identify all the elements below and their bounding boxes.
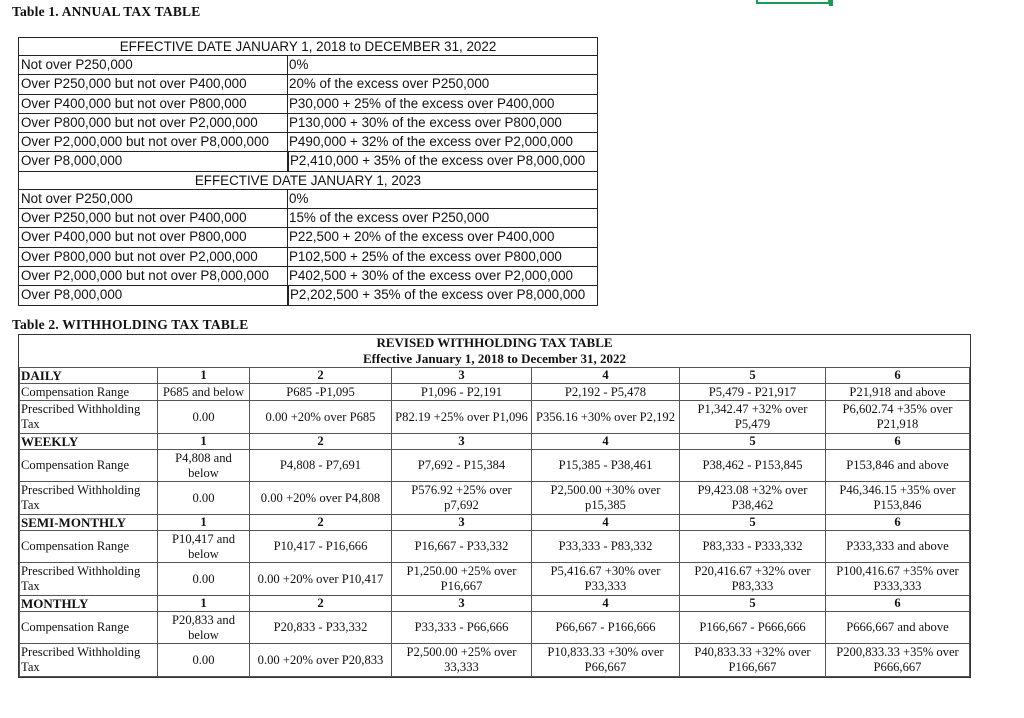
- bracket-number: 6: [826, 596, 970, 612]
- withholding-table-title: REVISED WITHHOLDING TAX TABLE: [376, 335, 613, 350]
- withholding-tax-label: Prescribed Withholding Tax: [20, 644, 158, 677]
- period-header-row: [20, 515, 970, 531]
- period-name: MONTHLY: [20, 596, 158, 612]
- annual-row: [19, 190, 597, 209]
- compensation-range-value: P10,417 and below: [158, 531, 250, 563]
- withholding-tax-label: Prescribed Withholding Tax: [20, 482, 158, 515]
- withholding-tax-row: [20, 401, 970, 434]
- top-right-mark-tick: [829, 0, 833, 6]
- bracket-number: 3: [392, 515, 532, 531]
- withholding-tax-value: 0.00: [158, 563, 250, 596]
- annual-row: [19, 133, 597, 152]
- compensation-range-row: [20, 450, 970, 482]
- bracket-number: 2: [250, 515, 392, 531]
- compensation-range-value: P20,833 - P33,332: [250, 612, 392, 644]
- compensation-range-label: Compensation Range: [20, 531, 158, 563]
- withholding-tax-value: P356.16 +30% over P2,192: [532, 401, 680, 434]
- bracket-number: 1: [158, 515, 250, 531]
- annual-section-1: [19, 172, 597, 305]
- withholding-tax-value: P9,423.08 +32% over P38,462: [680, 482, 826, 515]
- compensation-range-value: P2,192 - P5,478: [532, 384, 680, 401]
- compensation-range-value: P16,667 - P33,332: [392, 531, 532, 563]
- compensation-range-value: P33,333 - P83,332: [532, 531, 680, 563]
- bracket-number: 6: [826, 434, 970, 450]
- period-header-row: [20, 596, 970, 612]
- bracket-number: 5: [680, 515, 826, 531]
- compensation-range-value: P4,808 - P7,691: [250, 450, 392, 482]
- withholding-tax-row: [20, 644, 970, 677]
- bracket-number: 4: [532, 515, 680, 531]
- income-bracket: Over P800,000 but not over P2,000,000: [19, 248, 288, 266]
- period-name: DAILY: [20, 368, 158, 384]
- withholding-tax-label: Prescribed Withholding Tax: [20, 401, 158, 434]
- tax-rate: 15% of the excess over P250,000: [289, 210, 490, 226]
- withholding-tax-value: P200,833.33 +35% over P666,667: [826, 644, 970, 677]
- annual-section-header: EFFECTIVE DATE JANUARY 1, 2023: [19, 172, 597, 190]
- withholding-tax-value: P1,250.00 +25% over P16,667: [392, 563, 532, 596]
- tax-rate: P22,500 + 20% of the excess over P400,000: [289, 229, 555, 245]
- bracket-number: 1: [158, 596, 250, 612]
- bracket-number: 3: [392, 434, 532, 450]
- bracket-number: 5: [680, 596, 826, 612]
- compensation-range-value: P7,692 - P15,384: [392, 450, 532, 482]
- bracket-number: 4: [532, 434, 680, 450]
- tax-rate: P102,500 + 25% of the excess over P800,000: [289, 248, 562, 264]
- withholding-tax-value: P2,500.00 +30% over p15,385: [532, 482, 680, 515]
- compensation-range-value: P33,333 - P66,666: [392, 612, 532, 644]
- income-bracket: Over P250,000 but not over P400,000: [19, 75, 288, 93]
- income-bracket: Over P2,000,000 but not over P8,000,000: [19, 133, 288, 151]
- bracket-number: 2: [250, 434, 392, 450]
- bracket-number: 2: [250, 368, 392, 384]
- compensation-range-value: P66,667 - P166,666: [532, 612, 680, 644]
- annual-row: [19, 228, 597, 247]
- compensation-range-value: P333,333 and above: [826, 531, 970, 563]
- bracket-number: 6: [826, 368, 970, 384]
- compensation-range-label: Compensation Range: [20, 612, 158, 644]
- withholding-grid: [19, 367, 970, 677]
- period-header-row: [20, 368, 970, 384]
- annual-row: [19, 286, 597, 304]
- withholding-tax-value: P40,833.33 +32% over P166,667: [680, 644, 826, 677]
- income-bracket: Over P400,000 but not over P800,000: [19, 95, 288, 113]
- withholding-tax-value: P576.92 +25% over p7,692: [392, 482, 532, 515]
- bracket-number: 1: [158, 434, 250, 450]
- annual-row: [19, 209, 597, 228]
- withholding-tax-value: 0.00 +20% over P685: [250, 401, 392, 434]
- income-bracket: Over P2,000,000 but not over P8,000,000: [19, 267, 288, 285]
- withholding-tax-value: P10,833.33 +30% over P66,667: [532, 644, 680, 677]
- withholding-tax-value: P6,602.74 +35% over P21,918: [826, 401, 970, 434]
- compensation-range-label: Compensation Range: [20, 384, 158, 401]
- withholding-tax-value: 0.00: [158, 401, 250, 434]
- withholding-tax-value: P100,416.67 +35% over P333,333: [826, 563, 970, 596]
- annual-row: [19, 114, 597, 133]
- tax-rate: P130,000 + 30% of the excess over P800,000: [289, 114, 562, 130]
- income-bracket: Over P8,000,000: [19, 286, 288, 304]
- table1-caption: Table 1. ANNUAL TAX TABLE: [12, 4, 201, 19]
- income-bracket: Over P250,000 but not over P400,000: [19, 209, 288, 227]
- bracket-number: 2: [250, 596, 392, 612]
- withholding-tax-value: P46,346.15 +35% over P153,846: [826, 482, 970, 515]
- tax-rate: P490,000 + 32% of the excess over P2,000,000: [289, 134, 574, 150]
- income-bracket: Not over P250,000: [19, 190, 288, 208]
- tax-rate: P2,410,000 + 35% of the excess over P8,000,000: [288, 151, 598, 171]
- compensation-range-value: P153,846 and above: [826, 450, 970, 482]
- income-bracket: Not over P250,000: [19, 56, 288, 74]
- withholding-tax-label: Prescribed Withholding Tax: [20, 563, 158, 596]
- income-bracket: Over P800,000 but not over P2,000,000: [19, 114, 288, 132]
- annual-section-header: EFFECTIVE DATE JANUARY 1, 2018 to DECEMBER 31, 2022: [19, 38, 597, 56]
- withholding-tax-value: 0.00: [158, 482, 250, 515]
- annual-section-0: [19, 38, 597, 172]
- income-bracket: Over P8,000,000: [19, 152, 288, 170]
- withholding-tax-value: 0.00 +20% over P10,417: [250, 563, 392, 596]
- bracket-number: 5: [680, 434, 826, 450]
- income-bracket: Over P400,000 but not over P800,000: [19, 228, 288, 246]
- withholding-table-subtitle: Effective January 1, 2018 to December 31, 2022: [363, 351, 626, 366]
- annual-tax-table: [18, 37, 598, 306]
- withholding-tax-value: P2,500.00 +25% over 33,333: [392, 644, 532, 677]
- table2-caption: Table 2. WITHHOLDING TAX TABLE: [12, 317, 249, 332]
- withholding-tax-value: 0.00 +20% over P4,808: [250, 482, 392, 515]
- compensation-range-value: P21,918 and above: [826, 384, 970, 401]
- tax-rate: P402,500 + 30% of the excess over P2,000,000: [289, 267, 574, 283]
- bracket-number: 6: [826, 515, 970, 531]
- withholding-tax-row: [20, 563, 970, 596]
- top-right-mark: [756, 0, 830, 4]
- annual-row: [19, 75, 597, 94]
- withholding-tax-value: 0.00: [158, 644, 250, 677]
- bracket-number: 3: [392, 596, 532, 612]
- withholding-tax-value: P5,416.67 +30% over P33,333: [532, 563, 680, 596]
- compensation-range-value: P20,833 and below: [158, 612, 250, 644]
- bracket-number: 4: [532, 368, 680, 384]
- period-header-row: [20, 434, 970, 450]
- bracket-number: 3: [392, 368, 532, 384]
- period-name: SEMI-MONTHLY: [20, 515, 158, 531]
- bracket-number: 1: [158, 368, 250, 384]
- tax-rate: P2,202,500 + 35% of the excess over P8,000,000: [288, 285, 598, 305]
- tax-rate: 0%: [289, 190, 309, 206]
- compensation-range-row: [20, 531, 970, 563]
- compensation-range-value: P685 and below: [158, 384, 250, 401]
- annual-row: [19, 152, 597, 170]
- withholding-tax-table: [18, 334, 971, 678]
- withholding-tax-value: P20,416.67 +32% over P83,333: [680, 563, 826, 596]
- tax-rate: 0%: [289, 57, 309, 72]
- tax-rate: 20% of the excess over P250,000: [289, 76, 490, 92]
- compensation-range-value: P15,385 - P38,461: [532, 450, 680, 482]
- withholding-tax-value: P82.19 +25% over P1,096: [392, 401, 532, 434]
- period-name: WEEKLY: [20, 434, 158, 450]
- compensation-range-value: P38,462 - P153,845: [680, 450, 826, 482]
- compensation-range-value: P10,417 - P16,666: [250, 531, 392, 563]
- compensation-range-value: P83,333 - P333,332: [680, 531, 826, 563]
- compensation-range-value: P4,808 and below: [158, 450, 250, 482]
- compensation-range-value: P5,479 - P21,917: [680, 384, 826, 401]
- compensation-range-row: [20, 384, 970, 401]
- compensation-range-value: P685 -P1,095: [250, 384, 392, 401]
- annual-row: [19, 267, 597, 286]
- compensation-range-value: P166,667 - P666,666: [680, 612, 826, 644]
- compensation-range-row: [20, 612, 970, 644]
- bracket-number: 4: [532, 596, 680, 612]
- annual-row: [19, 95, 597, 114]
- annual-row: [19, 56, 597, 75]
- compensation-range-label: Compensation Range: [20, 450, 158, 482]
- compensation-range-value: P666,667 and above: [826, 612, 970, 644]
- compensation-range-value: P1,096 - P2,191: [392, 384, 532, 401]
- bracket-number: 5: [680, 368, 826, 384]
- withholding-tax-value: 0.00 +20% over P20,833: [250, 644, 392, 677]
- withholding-tax-value: P1,342.47 +32% over P5,479: [680, 401, 826, 434]
- annual-row: [19, 248, 597, 267]
- withholding-tax-row: [20, 482, 970, 515]
- tax-rate: P30,000 + 25% of the excess over P400,000: [289, 95, 555, 111]
